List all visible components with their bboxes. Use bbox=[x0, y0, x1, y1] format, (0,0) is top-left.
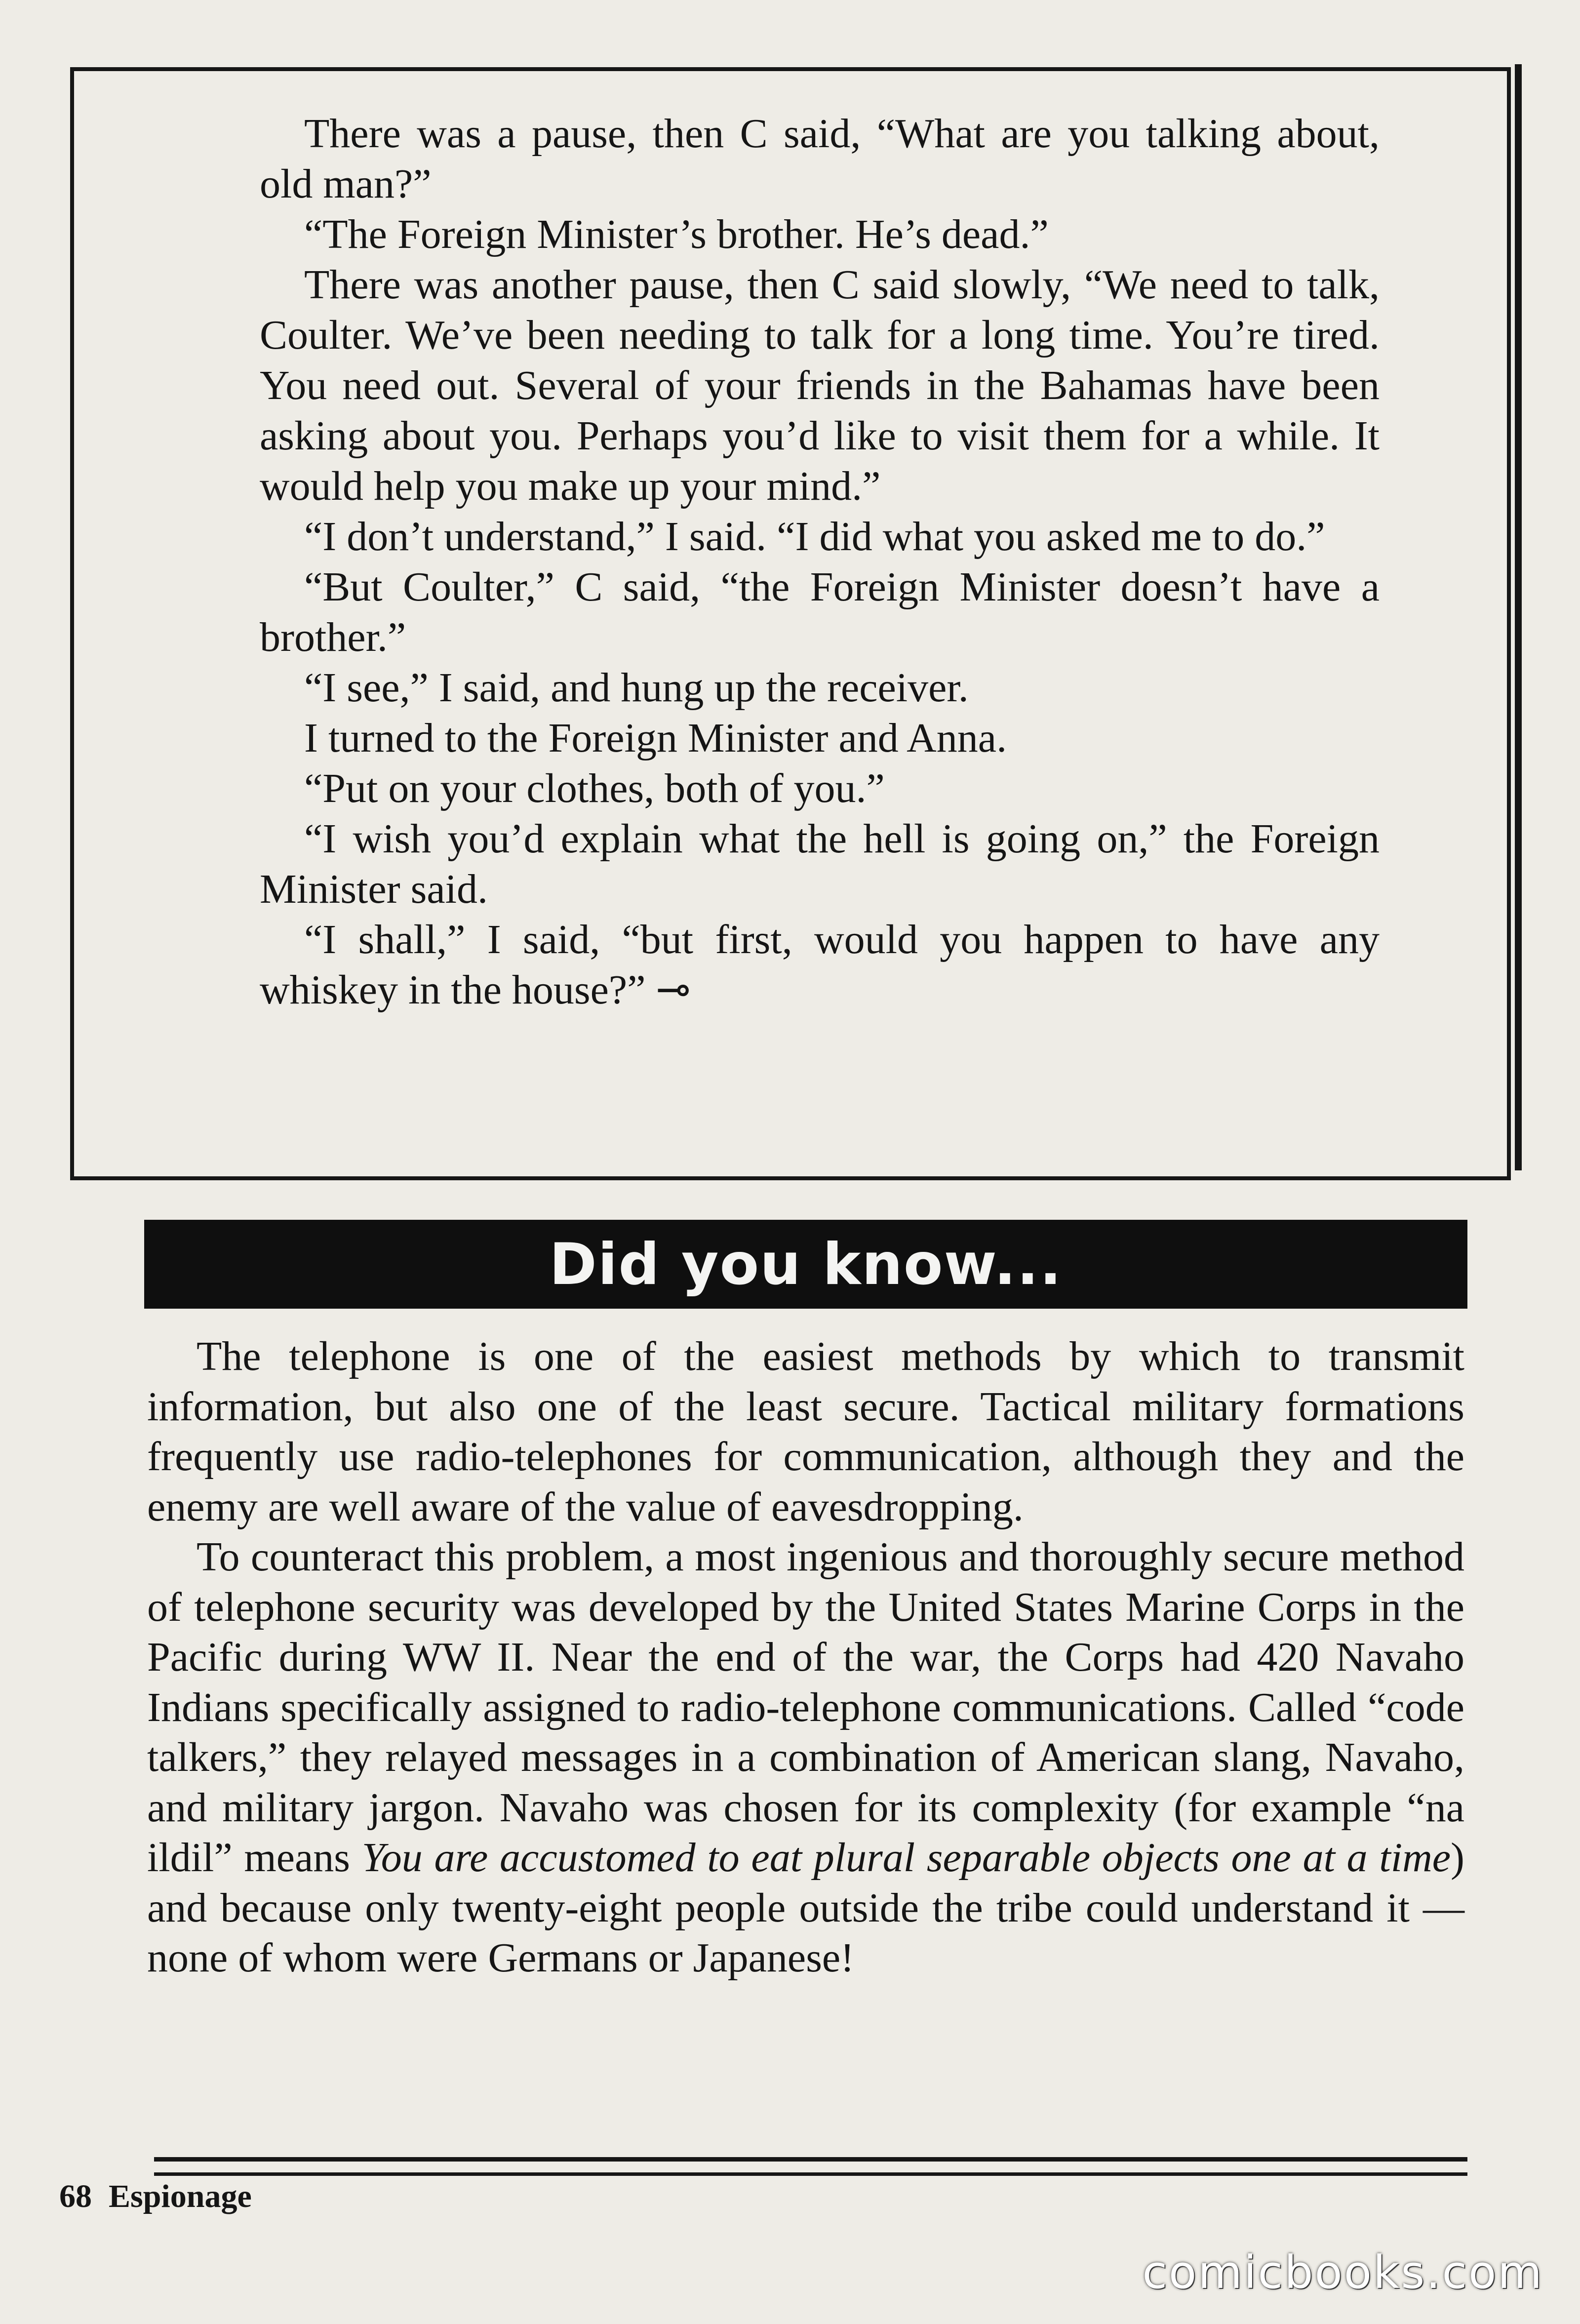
banner-title: Did you know... bbox=[549, 1231, 1063, 1298]
sidebar-text: ) and because only twenty-eight people outside the tribe could understand it — none of whom were Germans or Japanese! bbox=[147, 1835, 1465, 1981]
story-box bbox=[70, 67, 1511, 1180]
story-paragraph: I turned to the Foreign Minister and Anna. bbox=[304, 715, 1007, 761]
navaho-translation: You are accustomed to eat plural separable objects one at a time bbox=[361, 1835, 1451, 1881]
magazine-title: Espionage bbox=[109, 2178, 252, 2214]
story-text bbox=[260, 109, 1380, 1015]
story-paragraph: “The Foreign Minister’s brother. He’s dead.” bbox=[304, 211, 1049, 257]
story-paragraph: “I don’t understand,” I said. “I did what you asked me to do.” bbox=[304, 514, 1325, 560]
story-paragraph: There was a pause, then C said, “What are you talking about, old man?” bbox=[260, 111, 1380, 207]
story-paragraph: “I wish you’d explain what the hell is going on,” the Foreign Minister said. bbox=[260, 816, 1380, 912]
did-you-know-banner bbox=[144, 1220, 1467, 1309]
story-paragraph: “I see,” I said, and hung up the receiver. bbox=[304, 665, 969, 711]
sidebar-paragraph: The telephone is one of the easiest methods by which to transmit information, but also one of the least secure. Tactical military formations frequently use radio-telephones for communication, although they and the enemy are well aware of the value of eavesdropping. bbox=[147, 1333, 1464, 1530]
sidebar-text: To counteract this problem, a most ingenious and thoroughly secure method of telephone security was developed by the United States Marine Corps in the Pacific during WW II. Near the end of the war, the Corps had 420 Navaho Indians specifically assigned to radio-telephone communications. Called “code talkers,” they relayed messages in a combination of American slang, Navaho, and military jargon. Navaho was chosen for its complexity (for example “na ildil” means bbox=[147, 1534, 1464, 1881]
page-number: 68 bbox=[59, 2178, 92, 2214]
story-paragraph: “But Coulter,” C said, “the Foreign Minister doesn’t have a brother.” bbox=[260, 564, 1380, 660]
footer-rule bbox=[154, 2157, 1467, 2162]
footer-rule bbox=[154, 2172, 1467, 2176]
story-paragraph: “Put on your clothes, both of you.” bbox=[304, 765, 885, 811]
story-paragraph: “I shall,” I said, “but first, would you happen to have any whiskey in the house?” ⊸ bbox=[260, 917, 1380, 1013]
watermark: comicbooks.com bbox=[1142, 2246, 1543, 2299]
page-footer bbox=[59, 2178, 252, 2215]
story-paragraph: There was another pause, then C said slowly, “We need to talk, Coulter. We’ve been needing to talk for a long time. You’re tired. You need out. Several of your friends in the Bahamas have been asking about you. Perhaps you’d like to visit them for a while. It would help you make up your mind.” bbox=[260, 262, 1380, 509]
sidebar-article bbox=[147, 1331, 1464, 1983]
sidebar-paragraph bbox=[147, 1532, 1464, 1983]
